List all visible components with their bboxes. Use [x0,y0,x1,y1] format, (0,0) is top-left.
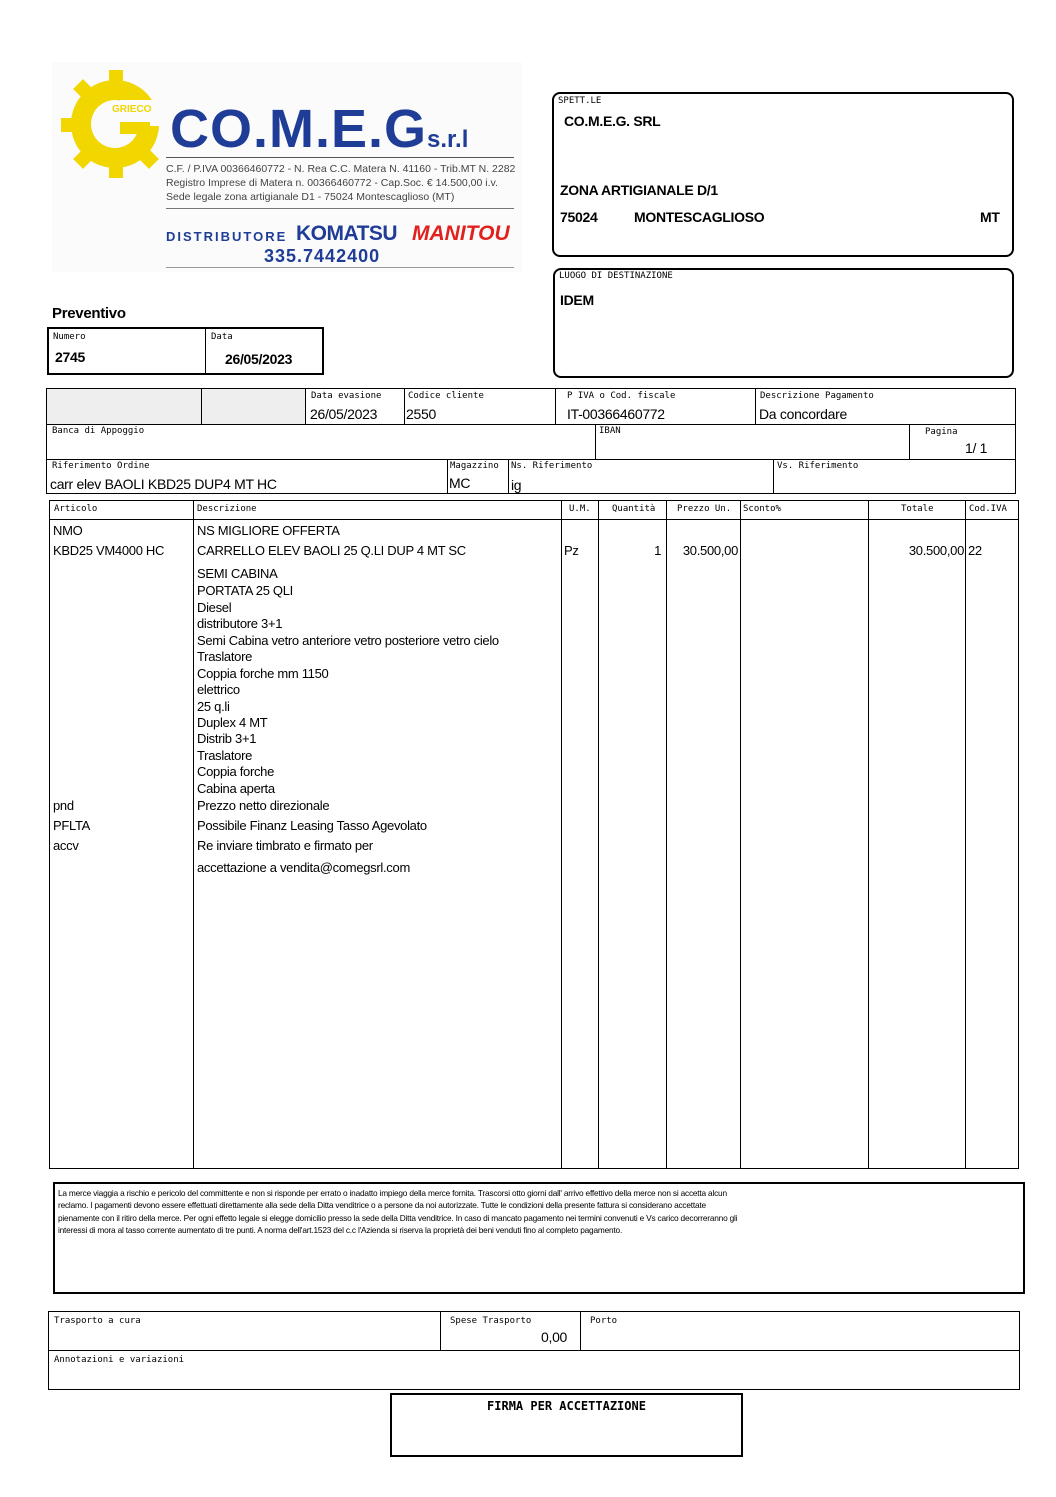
signature-box[interactable] [390,1393,743,1457]
cell-descrizione: Semi Cabina vetro anteriore vetro posteriore vetro cielo [197,633,499,648]
manitou-logo: MANITOU [412,222,510,245]
cell-descrizione: 25 q.li [197,699,230,714]
cell-articolo: accv [53,838,79,853]
company-name-suffix: s.r.l [427,126,469,153]
rif-ordine-label: Riferimento Ordine [52,461,150,471]
gear-g-icon [58,66,173,181]
piva: IT-00366460772 [567,406,665,422]
cell-articolo: pnd [53,798,74,813]
pagamento: Da concordare [759,406,847,422]
magazzino: MC [449,475,471,491]
recipient-name: CO.M.E.G. SRL [564,113,661,129]
cell-qta: 1 [654,543,661,558]
logo-divider-3 [166,267,514,268]
recipient-address: ZONA ARTIGIANALE D/1 [560,182,718,198]
cell-descrizione: Traslatore [197,649,253,664]
logo-divider-2 [166,208,514,209]
cell-descrizione: Re inviare timbrato e firmato per [197,838,373,853]
cell-articolo: KBD25 VM4000 HC [53,543,165,558]
cell-descrizione: PORTATA 25 QLI [197,583,293,598]
cell-um: Pz [564,543,579,558]
col-totale: Totale [901,504,934,514]
recipient-label: SPETT.LE [558,96,602,106]
destination-value: IDEM [560,292,594,308]
magazzino-label: Magazzino [450,461,499,471]
company-info-line-1: C.F. / P.IVA 00366460772 - N. Rea C.C. Matera N. 41160 - Trib.MT N. 2282 [166,163,516,175]
doc-number-box [47,327,324,375]
vs-rif-label: Vs. Riferimento [777,461,859,471]
doc-date: 26/05/2023 [225,351,293,367]
doc-number: 2745 [55,349,85,365]
recipient-city: MONTESCAGLIOSO [634,209,765,225]
cell-prezzo: 30.500,00 [682,543,738,558]
pagina-label: Pagina [925,427,958,437]
cell-descrizione: Cabina aperta [197,781,275,796]
banca-label: Banca di Appoggio [52,426,145,436]
trasporto-label: Trasporto a cura [54,1316,141,1326]
table-body [50,501,1018,1168]
spese-trasporto: 0,00 [541,1329,568,1345]
cell-descrizione: NS MIGLIORE OFFERTA [197,523,340,538]
cell-totale: 30.500,00 [908,543,964,558]
col-quantita: Quantità [612,504,656,514]
items-table [49,500,1019,1169]
grieco-text: GRIECO [112,104,152,115]
cell-descrizione: CARRELLO ELEV BAOLI 25 Q.LI DUP 4 MT SC [197,543,466,558]
cell-descrizione: SEMI CABINA [197,566,278,581]
cell-iva: 22 [968,543,982,558]
doc-type: Preventivo [52,305,126,322]
recipient-cap: 75024 [560,209,598,225]
komatsu-logo: KOMATSU [296,222,398,245]
col-iva: Cod.IVA [969,504,1007,514]
porto-label: Porto [590,1316,618,1326]
iban-label: IBAN [599,426,621,436]
cell-descrizione: elettrico [197,682,240,697]
ns-rif: ig [511,477,522,493]
legal-box [53,1182,1025,1294]
col-um: U.M. [569,504,591,514]
cell-descrizione: Coppia forche mm 1150 [197,666,329,681]
annotazioni-label: Annotazioni e variazioni [54,1355,185,1365]
legal-line-3: pienamente con il ritiro della merce. Per ogni effetto legale si elegge domicilio presso la sede della Ditta venditrice. In caso di mancato pagamento nei termini convenuti e Vs carico decorreranno gli [58,1213,738,1223]
col-sconto: Sconto% [743,504,781,514]
cell-descrizione: Duplex 4 MT [197,715,268,730]
piva-label: P IVA o Cod. fiscale [567,391,676,401]
cell-articolo: NMO [53,523,83,538]
data-evasione-label: Data evasione [311,391,382,401]
company-logo [52,62,522,272]
header-row-2 [46,424,1016,460]
pagamento-label: Descrizione Pagamento [760,391,874,401]
cell-descrizione: Possibile Finanz Leasing Tasso Agevolato [197,818,427,833]
data-label: Data [211,332,233,342]
cell-descrizione: Distrib 3+1 [197,731,257,746]
ns-rif-label: Ns. Riferimento [511,461,593,471]
cell-descrizione: Coppia forche [197,764,275,779]
cell-descrizione: Prezzo netto direzionale [197,798,330,813]
pagina: 1/ 1 [965,440,988,456]
cell-articolo: PFLTA [53,818,91,833]
recipient-province: MT [980,209,1000,225]
data-evasione: 26/05/2023 [310,406,378,422]
signature-label: FIRMA PER ACCETTAZIONE [487,1399,646,1413]
legal-line-4: interessi di mora al tasso corrente aumentato di tre punti. A norma dell'art.1523 del c.c l'Azienda si riserva la proprietà dei beni venduti fino al completo pagamento. [58,1225,623,1235]
numero-label: Numero [53,332,86,342]
company-name [170,98,468,160]
spese-label: Spese Trasporto [450,1316,532,1326]
col-descrizione: Descrizione [197,504,257,514]
codice-cliente-label: Codice cliente [408,391,484,401]
legal-line-1: La merce viaggia a rischio e pericolo del committente e non si risponde per errato o inadatto impiego della merce fornita. Trascorsi otto giorni dall' arrivo effettivo della merce non si accetta alcun [58,1188,727,1198]
company-info-line-2: Registro Imprese di Matera n. 00366460772 - Cap.Soc. € 14.500,00 i.v. [166,177,498,189]
legal-line-2: reclamo. I pagamenti devono essere effettuati direttamente alla sede della Ditta venditrice o a persone da noi autorizzate. Tutte le condizioni della presente fattura si considerano accettate [58,1200,706,1210]
col-prezzo: Prezzo Un. [677,504,732,514]
distributore-text: DISTRIBUTORE [166,229,288,244]
cell-descrizione: distributore 3+1 [197,616,283,631]
destination-box [553,268,1014,378]
cell-descrizione: accettazione a vendita@comegsrl.com [197,860,410,875]
company-phone: 335.7442400 [264,246,381,266]
company-name-main: CO.M.E.G [170,99,428,159]
recipient-box [552,92,1014,257]
cell-descrizione: Traslatore [197,748,253,763]
header-row-1 [46,388,1016,425]
destination-label: LUOGO DI DESTINAZIONE [559,271,673,281]
header-row-3 [46,459,1016,494]
rif-ordine: carr elev BAOLI KBD25 DUP4 MT HC [50,476,277,492]
codice-cliente: 2550 [406,406,436,422]
col-articolo: Articolo [54,504,98,514]
company-info-line-3: Sede legale zona artigianale D1 - 75024 Montescaglioso (MT) [166,191,455,203]
footer-box [48,1311,1020,1390]
logo-divider [166,157,514,158]
cell-descrizione: Diesel [197,600,232,615]
